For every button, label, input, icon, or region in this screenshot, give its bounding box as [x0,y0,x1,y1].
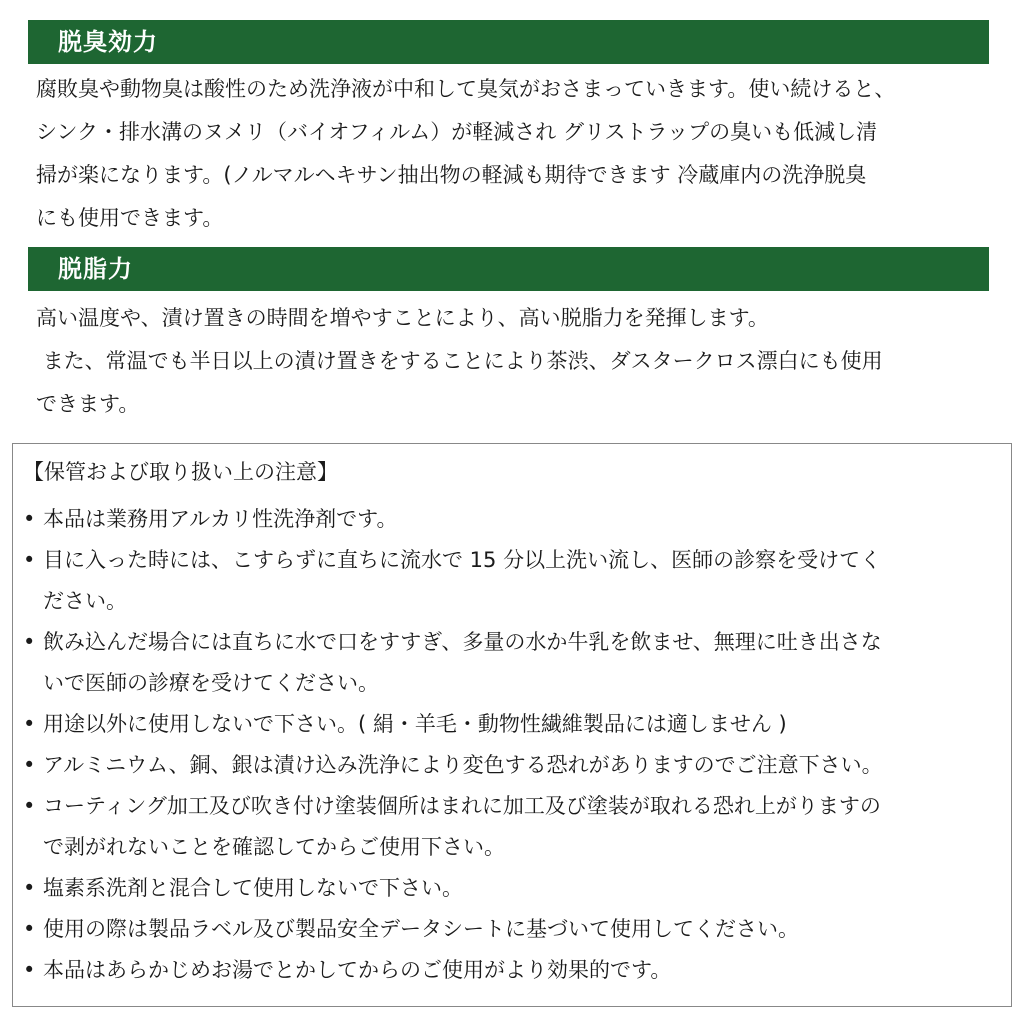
deodorize-line: にも使用できます。 [36,206,224,230]
bullet-icon: • [23,548,36,572]
caution-item-line: 本品はあらかじめお湯でとかしてからのご使用がより効果的です。 [43,958,672,982]
caution-item [23,909,1003,950]
bullet-icon: • [23,794,36,818]
degrease-line: また、常温でも半日以上の漬け置きをすることにより茶渋、ダスタークロス漂白にも使用 [36,349,883,373]
caution-title: 【保管および取り扱い上の注意】 [23,460,338,484]
deodorize-line: 掃が楽になります。(ノルマルヘキサン抽出物の軽減も期待できます 冷蔵庫内の洗浄脱臭 [36,163,867,187]
caution-item-line: ださい。 [43,589,127,613]
caution-item-line: 目に入った時には、こすらずに直ちに流水で 15 分以上洗い流し、医師の診察を受けてく [43,548,882,572]
caution-item [23,868,1003,909]
caution-item-line: いで医師の診療を受けてください。 [43,671,379,695]
caution-item [23,950,1003,991]
bullet-icon: • [23,507,36,531]
section-heading-deodorize-text: 脱臭効力 [58,28,158,56]
bullet-icon: • [23,712,36,736]
caution-item-line: コーティング加工及び吹き付け塗装個所はまれに加工及び塗装が取れる恐れ上がりますの [43,794,881,818]
bullet-icon: • [23,958,36,982]
caution-item-line: アルミニウム、銅、銀は漬け込み洗浄により変色する恐れがありますのでご注意下さい。 [43,753,883,777]
caution-item-line: 用途以外に使用しないで下さい。( 絹・羊毛・動物性繊維製品には適しません ) [43,712,787,736]
caution-item-line: 本品は業務用アルカリ性洗浄剤です。 [43,507,398,531]
degrease-line: できます。 [36,392,140,416]
caution-list [23,499,1003,991]
deodorize-line: 腐敗臭や動物臭は酸性のため洗浄液が中和して臭気がおさまっていきます。使い続けると、 [36,77,896,101]
caution-item [23,786,1003,868]
section-heading-degrease-text: 脱脂力 [58,255,133,283]
caution-item [23,540,1003,622]
deodorize-line: シンク・排水溝のヌメリ（バイオフィルム）が軽減され グリストラップの臭いも低減し清 [36,120,878,144]
deodorize-paragraph [36,68,996,240]
caution-item [23,499,1003,540]
caution-box [12,443,1012,1007]
caution-item-line: 飲み込んだ場合には直ちに水で口をすすぎ、多量の水か牛乳を飲ませ、無理に吐き出さな [43,630,882,654]
degrease-paragraph [36,297,996,426]
caution-item-line: 使用の際は製品ラベル及び製品安全データシートに基づいて使用してください。 [43,917,799,941]
caution-item [23,622,1003,704]
caution-item-line: 塩素系洗剤と混合して使用しないで下さい。 [43,876,463,900]
bullet-icon: • [23,917,36,941]
degrease-line: 高い温度や、漬け置きの時間を増やすことにより、高い脱脂力を発揮します。 [36,306,769,330]
bullet-icon: • [23,630,36,654]
caution-item [23,745,1003,786]
section-heading-degrease [28,247,989,291]
bullet-icon: • [23,876,36,900]
section-heading-deodorize [28,20,989,64]
caution-item-line: で剥がれないことを確認してからご使用下さい。 [43,835,505,859]
caution-item [23,704,1003,745]
bullet-icon: • [23,753,36,777]
